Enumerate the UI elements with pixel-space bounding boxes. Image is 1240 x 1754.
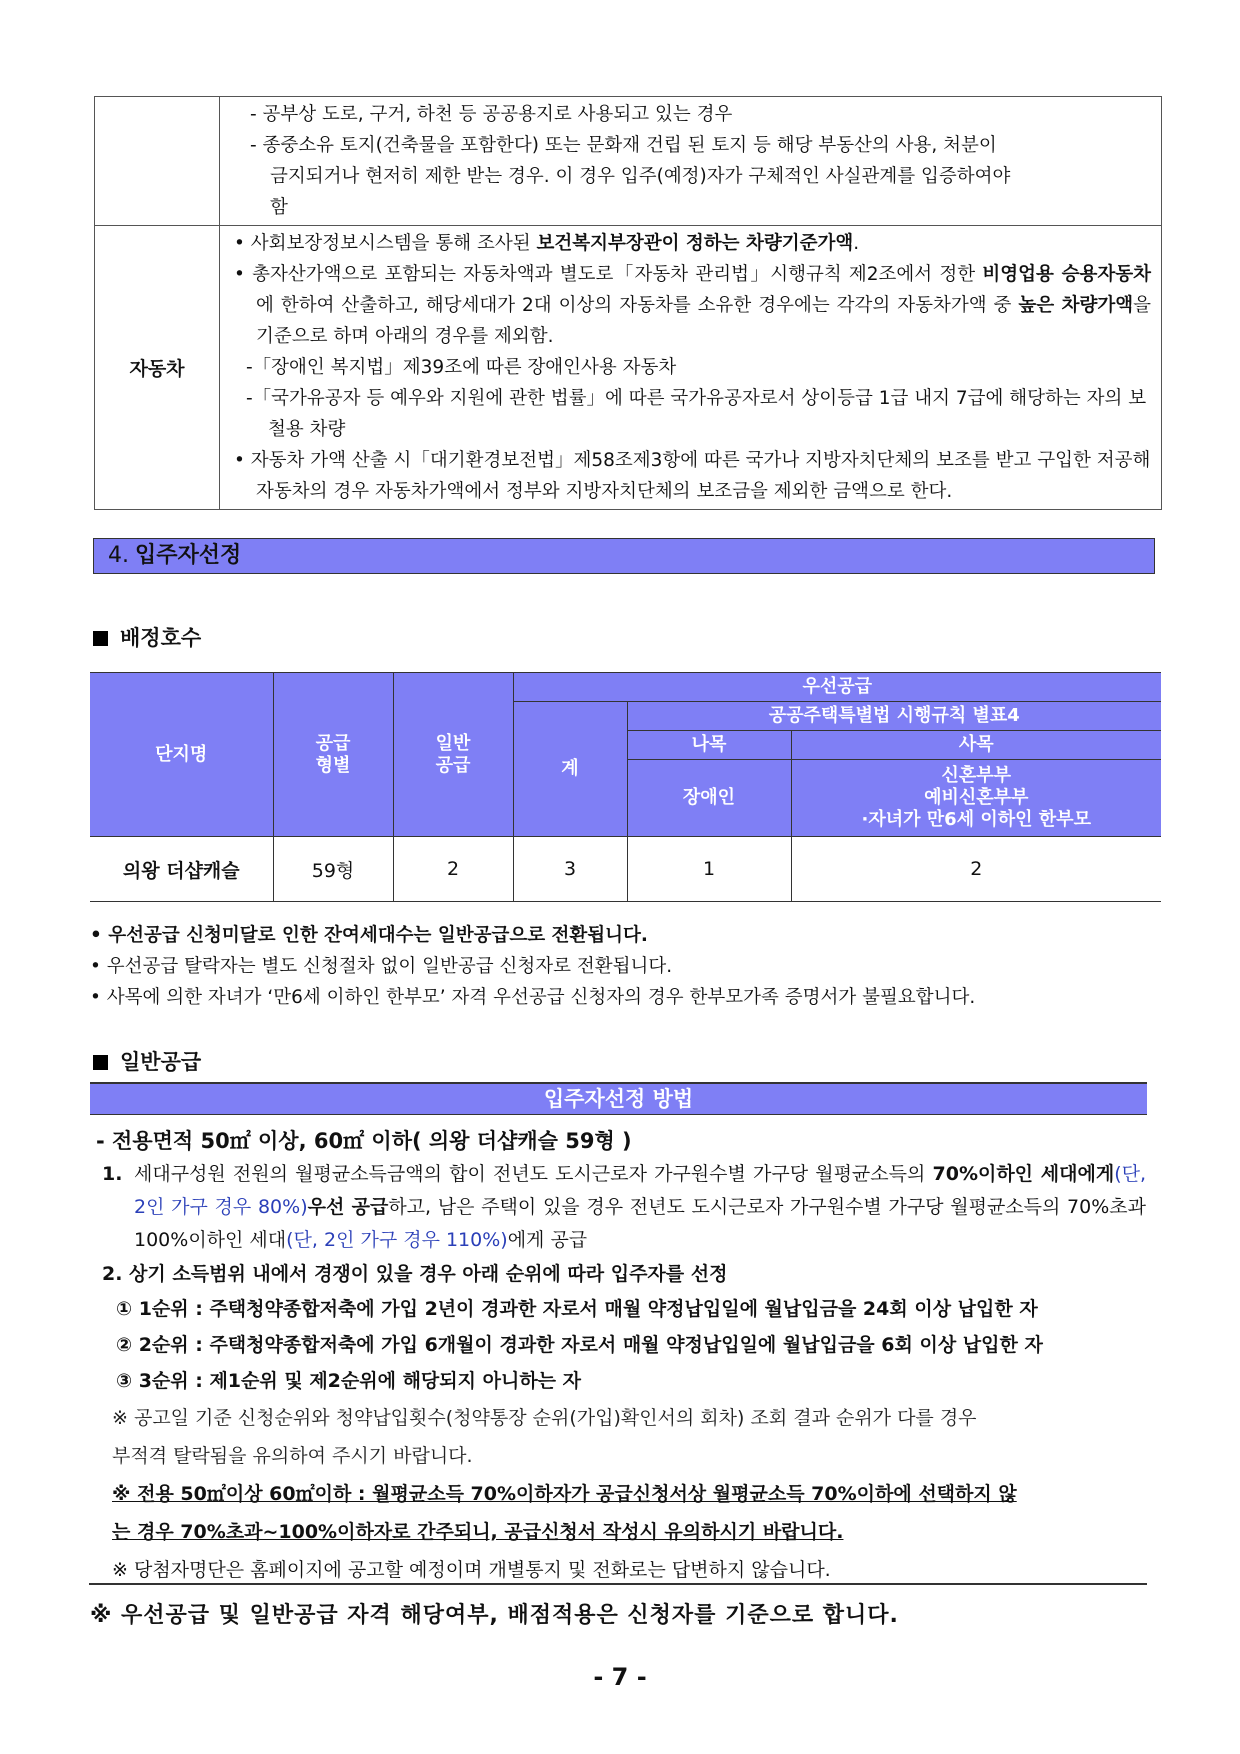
vehicle-cell [220,226,1162,510]
header-total: 계 [513,702,627,837]
cell-complex: 의왕 더샵캐슬 [90,837,273,902]
allocation-notes [90,920,975,1013]
vehicle-bullet-2: • 총자산가액으로 포함되는 자동차액과 별도로「자동차 관리법」시행규칙 제2조에서 정한 비영업용 승용자동차에 한하여 산출하고, 해당세대가 2대 이상의 자동차를 소유한 경우에는 각각의 자동차가액 중 높은 차량가액을 기준으로 하며 아래의 경우를 제외함. [234,264,1152,347]
vehicle-bullet-1: • 사회보장정보시스템을 통해 조사된 보건복지부장관이 정하는 차량기준가액. [234,233,860,254]
cell-disabled: 1 [627,837,791,902]
square-bullet-icon [93,631,108,646]
header-general: 일반 공급 [393,673,513,837]
land-exclusion-cell [220,97,1162,226]
vehicle-dash-2: -「국가유공자 등 예우와 지원에 관한 법률」에 따른 국가유공자로서 상이등급 1급 내지 7급에 해당하는 자의 보철용 차량 [246,388,1147,440]
exclusion-line-3: 금지되거나 현저히 제한 받는 경우. 이 경우 입주(예정)자가 구체적인 사실관계를 입증하여야 [270,166,1011,187]
notice-1b: 부적격 탈락됨을 유의하여 주시기 바랍니다. [112,1445,473,1467]
header-na: 나목 [627,731,791,760]
header-type: 공급 형별 [273,673,393,837]
rank-1: ① 1순위 : 주택청약종합저축에 가입 2년이 경과한 자로서 매월 약정납입일에 월납입금을 24회 이상 납입한 자 [116,1298,1038,1320]
exclusion-line-2: - 종중소유 토지(건축물을 포함한다) 또는 문화재 건립 된 토지 등 해당 부동산의 사용, 처분이 [250,135,997,156]
divider [89,1583,1147,1585]
general-heading: 일반공급 [93,1046,201,1076]
note-2: • 우선공급 탈락자는 별도 신청절차 없이 일반공급 신청자로 전환됩니다. [90,956,673,977]
allocation-heading: 배정호수 [93,622,201,652]
rank-2: ② 2순위 : 주택청약종합저축에 가입 6개월이 경과한 자로서 매월 약정납입일에 월납입금을 6회 이상 납입한 자 [116,1334,1043,1356]
cell-general: 2 [393,837,513,902]
final-note: ※ 우선공급 및 일반공급 자격 해당여부, 배점적용은 신청자를 기준으로 합니다. [90,1603,899,1628]
cell-total: 3 [513,837,627,902]
header-disabled: 장애인 [627,760,791,837]
cell-type: 59형 [273,837,393,902]
selection-method-title: 입주자선정 방법 [90,1082,1147,1115]
area-line: - 전용면적 50㎡ 이상, 60㎡ 이하( 의왕 더샵캐슬 59형 ) [96,1129,632,1153]
page-number: - 7 - [593,1663,647,1691]
notice-1a: ※ 공고일 기준 신청순위와 청약납입횟수(청약통장 순위(가입)확인서의 회차) 조회 결과 순위가 다를 경우 [112,1407,977,1429]
notice-3: ※ 당첨자명단은 홈페이지에 공고할 예정이며 개별통지 및 전화로는 답변하지 않습니다. [112,1559,831,1581]
square-bullet-icon [93,1055,108,1070]
criterion-2: 2. 상기 소득범위 내에서 경쟁이 있을 경우 아래 순위에 따라 입주자를 선정 [102,1263,728,1285]
notice-2b: 는 경우 70%초과~100%이하자로 간주되니, 공급신청서 작성시 유의하시기 바랍니다. [112,1521,844,1543]
section-banner [93,538,1155,574]
header-complex: 단지명 [90,673,273,837]
vehicle-bullet-3: • 자동차 가액 산출 시「대기환경보전법」제58조제3항에 따른 국가나 지방자치단체의 보조를 받고 구입한 저공해자동차의 경우 자동차가액에서 정부와 지방자치단체의 보조금을 제외한 금액으로 한다. [234,450,1151,502]
cell-newlywed: 2 [791,837,1161,902]
exclusion-line-4: 함 [270,197,288,218]
header-rule: 공공주택특별법 시행규칙 별표4 [627,702,1161,731]
eligibility-table [94,96,1162,510]
vehicle-dash-1: -「장애인 복지법」제39조에 따른 장애인사용 자동차 [246,357,677,378]
criterion-1: 1. 세대구성원 전원의 월평균소득금액의 합이 전년도 도시근로자 가구원수별 가구당 월평균소득의 70%이하인 세대에게(단, 2인 가구 경우 80%)우선 공급하고, 남은 주택이 있을 경우 전년도 도시근로자 가구원수별 가구당 월평균소득의 70%초과 100%이하인 세대(단, 2인 가구 경우 110%)에게 공급 [102,1163,1146,1251]
section-number: 4. [108,543,129,568]
exclusion-line-1: - 공부상 도로, 구거, 하천 등 공공용지로 사용되고 있는 경우 [250,104,733,125]
selection-method-body [96,1124,1146,1589]
header-sa: 사목 [791,731,1161,760]
allocation-table [90,672,1161,902]
note-3: • 사목에 의한 자녀가 ‘만6세 이하인 한부모’ 자격 우선공급 신청자의 경우 한부모가족 증명서가 불필요합니다. [90,987,976,1008]
note-1: • 우선공급 신청미달로 인한 잔여세대수는 일반공급으로 전환됩니다. [90,925,648,946]
vehicle-label: 자동차 [95,226,220,510]
header-priority: 우선공급 [513,673,1161,702]
rank-3: ③ 3순위 : 제1순위 및 제2순위에 해당되지 아니하는 자 [116,1370,581,1392]
header-newlywed: 신혼부부 예비신혼부부 ·자녀가 만6세 이하인 한부모 [791,760,1161,837]
row-label-empty [95,97,220,226]
notice-2a: ※ 전용 50㎡이상 60㎡이하 : 월평균소득 70%이하자가 공급신청서상 월평균소득 70%이하에 선택하지 않 [112,1483,1017,1505]
section-title: 입주자선정 [135,543,242,568]
